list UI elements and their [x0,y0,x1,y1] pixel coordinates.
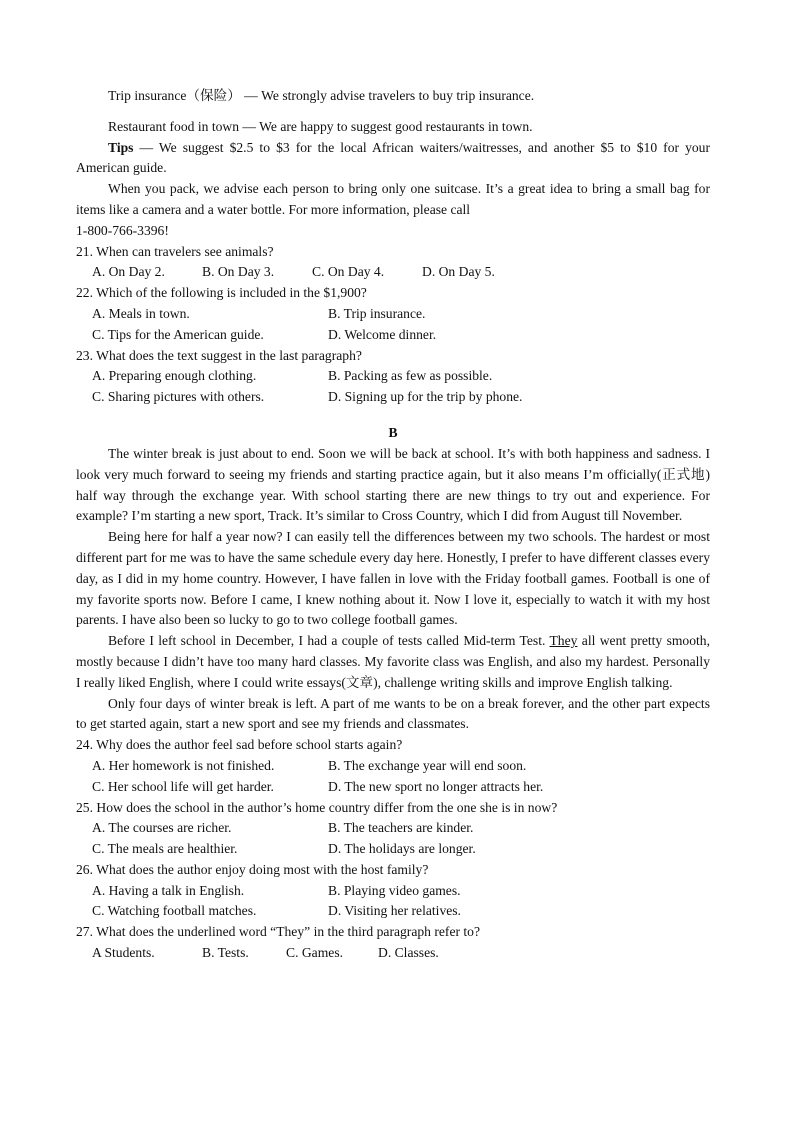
options-23b [76,387,710,408]
option: C. The meals are healthier. [92,841,238,857]
option: C. Tips for the American guide. [92,326,264,342]
tips-text: — We suggest $2.5 to $3 for the local African waiters/waitresses, and another $5 to $10 for your American guide. [76,139,710,176]
options-22a [76,304,710,325]
options-25a [76,818,710,839]
option: C. Sharing pictures with others. [92,389,265,405]
options-24a [76,756,710,777]
option: C. Watching football matches. [92,903,257,919]
options-22b [76,325,710,346]
packing-paragraph: When you pack, we advise each person to bring only one suitcase. It’s a great idea to bring a small bag for items like a camera and a water bottle. For more information, please call [76,181,710,217]
paragraph-2: Being here for half a year now? I can easily tell the differences between my two schools. The hardest or most different part for me was to have the same schedule every day here. Honestly, I prefer to have different classes every day, as I did in my home country. However, I have fallen in love with the Friday football games. Football is one of my favorite sports now. Before I came, I knew nothing about it. Now I love it, especially to watch it with my host parents. I have also been so lucky to go to two college football games. [76,529,710,628]
underlined-word: They [549,633,578,649]
paragraph-3 [76,631,710,693]
option: D. The new sport no longer attracts her. [328,778,544,794]
options-21 [76,262,710,283]
option: C. Her school life will get harder. [92,778,274,794]
option: A. Meals in town. [92,305,190,321]
options-27 [76,943,710,964]
option: B. Packing as few as possible. [328,368,493,384]
option: D. On Day 5. [422,264,495,280]
options-23a [76,366,710,387]
option: B. Trip insurance. [328,305,426,321]
option: B. The teachers are kinder. [328,820,474,836]
options-24b [76,777,710,798]
question-24: 24. Why does the author feel sad before school starts again? [76,737,403,753]
option: A Students. [92,945,155,961]
paragraph-1: The winter break is just about to end. Soon we will be back at school. It’s with both happiness and sadness. I look very much forward to seeing my friends and starting practice again, but it also means I’m officially(正式地) half way through the exchange year. With school starting there are new things to try out and experience. For example? I’m starting a new sport, Track. It’s similar to Cross Country, which I did from August till November. [76,445,710,524]
option: D. Visiting her relatives. [328,903,461,919]
question-25: 25. How does the school in the author’s home country differ from the one she is in now? [76,799,558,815]
question-21: 21. When can travelers see animals? [76,243,274,259]
restaurant-line: Restaurant food in town — We are happy to suggest good restaurants in town. [108,118,533,134]
question-23: 23. What does the text suggest in the last paragraph? [76,347,362,363]
option: A. The courses are richer. [92,820,232,836]
section-title: B [388,424,398,440]
option: A. Her homework is not finished. [92,757,275,773]
phone-number: 1-800-766-3396! [76,222,169,238]
paragraph-4: Only four days of winter break is left. A part of me wants to be on a break forever, and the other part expects to get started again, start a new sport and see my friends and classmates. [76,695,710,732]
option: D. Classes. [378,945,439,961]
option: C. Games. [286,945,344,961]
option: B. On Day 3. [202,264,275,280]
p3-pre: Before I left school in December, I had a couple of tests called Mid-term Test. [108,633,550,649]
tips-label: Tips [108,139,134,155]
option: B. The exchange year will end soon. [328,757,527,773]
options-26a [76,881,710,902]
option: D. Welcome dinner. [328,326,437,342]
document-page [76,86,710,964]
option: A. Having a talk in English. [92,882,245,898]
option: A. Preparing enough clothing. [92,368,257,384]
option: B. Tests. [202,945,249,961]
option: A. On Day 2. [92,264,165,280]
options-26b [76,901,710,922]
option: B. Playing video games. [328,882,461,898]
question-26: 26. What does the author enjoy doing most with the host family? [76,861,429,877]
question-22: 22. Which of the following is included in the $1,900? [76,285,367,301]
tips-paragraph [76,138,710,180]
option: C. On Day 4. [312,264,385,280]
option: D. Signing up for the trip by phone. [328,389,523,405]
options-25b [76,839,710,860]
insurance-line: Trip insurance（保险） — We strongly advise travelers to buy trip insurance. [108,88,535,103]
p3-post: all went pretty smooth, mostly because I didn’t have too many hard classes. My favorite class was English, and also my hardest. Personally I really liked English, where I could write essays(文章), challenge writing skills and improve English talking. [76,633,710,690]
question-27: 27. What does the underlined word “They” in the third paragraph refer to? [76,924,481,940]
option: D. The holidays are longer. [328,841,476,857]
